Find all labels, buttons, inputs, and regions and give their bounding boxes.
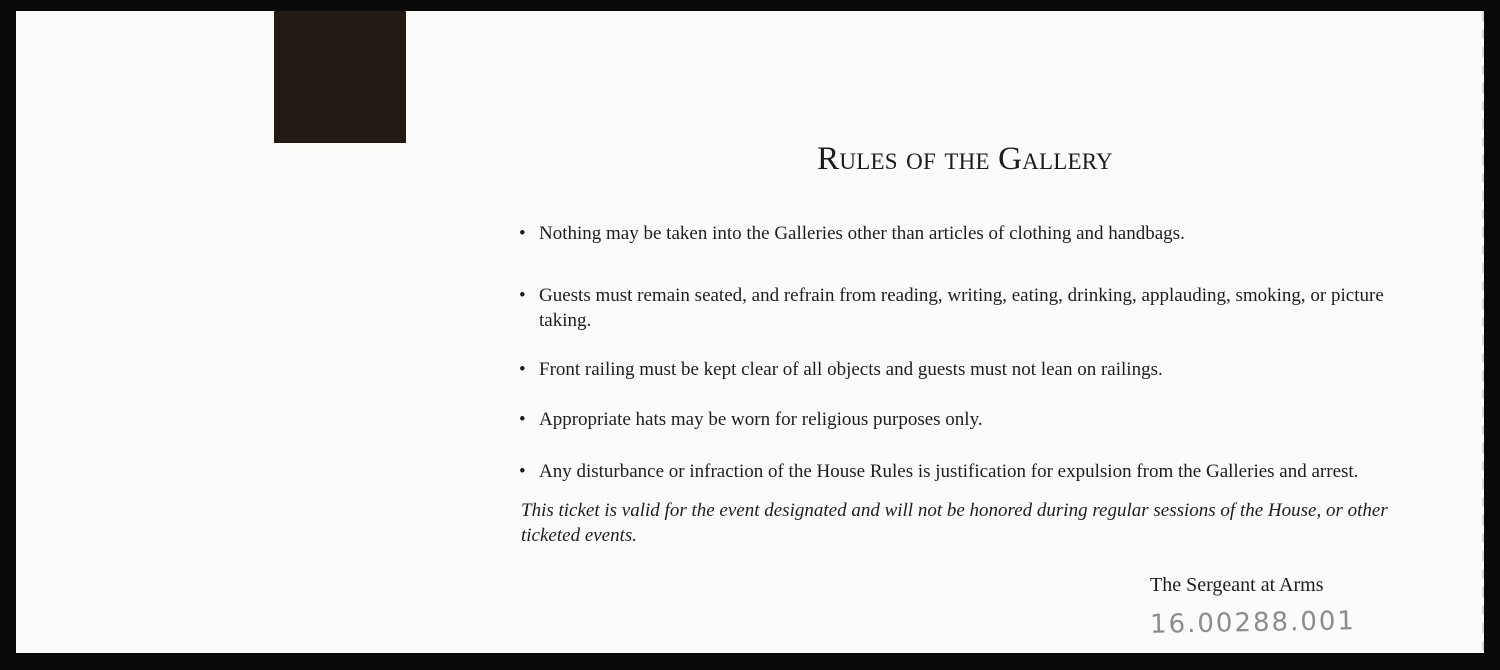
signature: The Sergeant at Arms bbox=[1150, 574, 1324, 596]
bullet-icon: • bbox=[519, 359, 526, 380]
rule-text: Guests must remain seated, and refrain from reading, writing, eating, drinking, applauding, smoking, or picture taking. bbox=[539, 285, 1384, 331]
rule-text: Nothing may be taken into the Galleries other than articles of clothing and handbags. bbox=[539, 223, 1185, 244]
bullet-icon: • bbox=[519, 223, 526, 244]
bullet-icon: • bbox=[519, 285, 526, 306]
bullet-icon: • bbox=[519, 461, 526, 482]
rule-text: Any disturbance or infraction of the House Rules is justification for expulsion from the Galleries and arrest. bbox=[539, 461, 1359, 482]
rules-title: Rules of the Gallery bbox=[817, 141, 1113, 177]
rule-text: Appropriate hats may be worn for religious purposes only. bbox=[539, 409, 983, 430]
validity-note: This ticket is valid for the event designated and will not be honored during regular sessions of the House, or other ticketed events. bbox=[521, 500, 1388, 546]
rule-text: Front railing must be kept clear of all objects and guests must not lean on railings. bbox=[539, 359, 1163, 380]
black-block bbox=[274, 11, 406, 143]
accession-number: 16.00288.001 bbox=[1149, 606, 1357, 640]
perforation-line bbox=[1482, 11, 1484, 653]
bullet-icon: • bbox=[519, 409, 526, 430]
ticket bbox=[16, 11, 1484, 653]
